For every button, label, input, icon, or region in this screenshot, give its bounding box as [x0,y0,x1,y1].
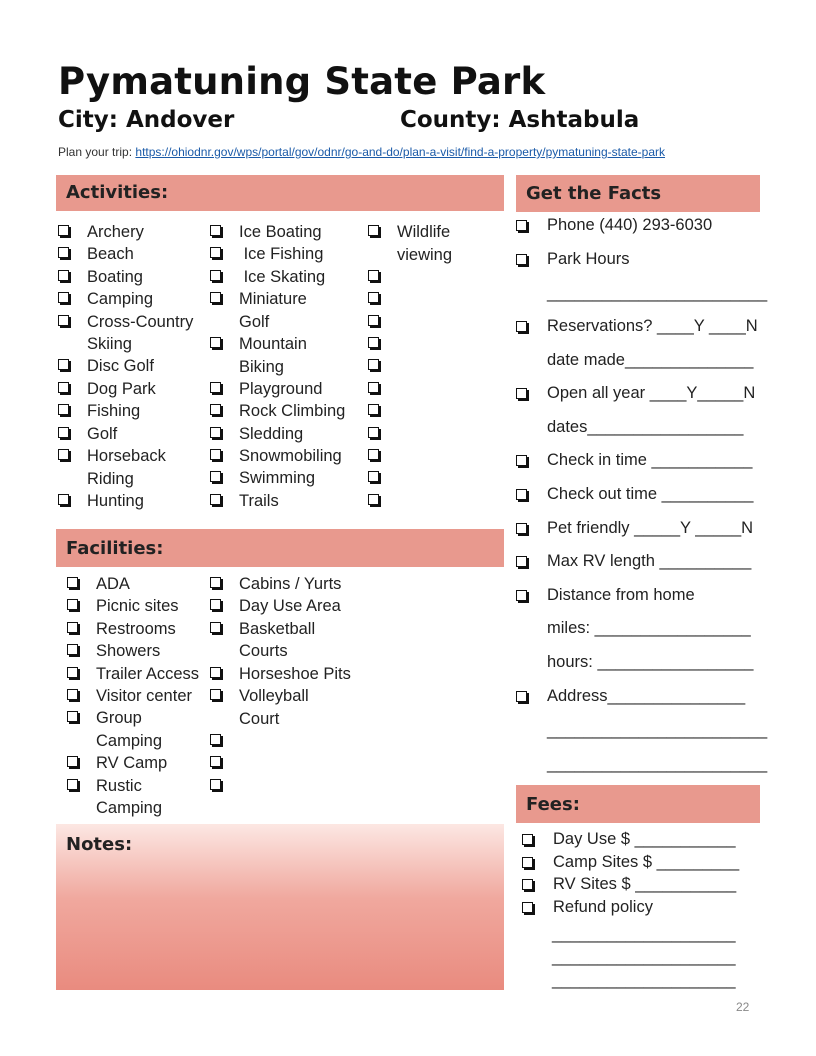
pet-friendly-label: Pet friendly _____Y _____N [547,519,754,537]
checkbox[interactable] [210,756,221,767]
checklist-item-label: ADA [96,575,130,593]
checklist-item-label: Hunting [87,491,144,510]
checklist-item-label: Ice Boating [239,223,322,241]
checklist-item-label: Dog Park [87,379,156,398]
checkbox[interactable] [516,691,527,702]
checklist-item-label: Rock Climbing [239,402,346,421]
checkbox[interactable] [368,494,379,505]
checkbox[interactable] [368,359,379,370]
refund-line-2[interactable]: ____________________ [552,948,736,966]
checklist-item-label: Camping [87,290,154,309]
checkbox[interactable] [67,644,78,655]
checkbox[interactable] [67,599,78,610]
park-hours-line[interactable]: ________________________ [547,284,768,302]
miles-field[interactable]: miles: _________________ [547,619,751,637]
checkbox[interactable] [210,292,221,303]
checkbox[interactable] [210,404,221,415]
checkbox[interactable] [210,599,221,610]
checkbox[interactable] [58,225,69,236]
checkbox[interactable] [210,577,221,588]
checkbox[interactable] [67,756,78,767]
checklist-item-label: Playground [239,379,323,398]
checkbox[interactable] [67,622,78,633]
checkbox[interactable] [58,449,69,460]
checklist-item-label: Archery [87,223,144,241]
checklist-item-label: Volleyball Court [239,687,309,728]
distance-label: Distance from home [547,586,695,604]
checklist-item-label: Ice Fishing [239,245,324,264]
checkbox[interactable] [368,449,379,460]
checklist-item-label: Golf [87,424,118,443]
checkbox[interactable] [516,590,527,601]
checkbox[interactable] [210,449,221,460]
plan-trip-label: Plan your trip: [58,145,133,159]
checkbox[interactable] [210,689,221,700]
checkbox[interactable] [67,689,78,700]
checklist-item-label: Trails [239,491,279,510]
checkbox[interactable] [210,270,221,281]
refund-line-1[interactable]: ____________________ [552,925,736,943]
dates-field[interactable]: dates_________________ [547,418,744,436]
checklist-item-label: Visitor center [96,687,192,705]
checkbox[interactable] [516,220,527,231]
checkbox[interactable] [210,337,221,348]
facilities-heading: Facilities: [66,538,164,559]
facts-header [516,175,760,212]
activities-header [56,175,504,211]
city-label: City: Andover [58,107,235,133]
checkbox[interactable] [58,427,69,438]
checkbox[interactable] [210,471,221,482]
page-title: Pymatuning State Park [58,60,546,103]
facts-heading: Get the Facts [526,183,662,204]
check-in-label: Check in time ___________ [547,451,753,469]
checklist-item-label: Snowmobiling [239,447,342,465]
checklist-item-label: Swimming [239,469,316,488]
date-made-field[interactable]: date made______________ [547,351,754,369]
address-label: Address_______________ [547,687,746,705]
checklist-item-label: Boating [87,267,143,286]
checkbox[interactable] [67,711,78,722]
checkbox[interactable] [368,225,379,236]
day-use-label: Day Use $ ___________ [553,830,736,848]
checkbox[interactable] [368,404,379,415]
activities-heading: Activities: [66,182,169,203]
checkbox[interactable] [210,225,221,236]
checkbox[interactable] [210,779,221,790]
checkbox[interactable] [516,489,527,500]
hours-field[interactable]: hours: _________________ [547,653,754,671]
address-line-2[interactable]: ________________________ [547,755,768,773]
checklist-item-label: Disc Golf [87,357,154,376]
checkbox[interactable] [58,404,69,415]
refund-policy-label: Refund policy [553,898,653,916]
fees-header [516,785,760,823]
checkbox[interactable] [368,382,379,393]
checkbox[interactable] [516,556,527,567]
checkbox[interactable] [522,834,533,845]
address-line-1[interactable]: ________________________ [547,721,768,739]
checklist-item-label: Miniature Golf [239,290,307,331]
checklist-item-label: Horseback Riding [87,447,166,488]
checkbox[interactable] [67,577,78,588]
checkbox[interactable] [210,734,221,745]
checkbox[interactable] [516,254,527,265]
notes-heading: Notes: [66,834,133,855]
checklist-item-label: Showers [96,642,161,661]
checklist-item-label: Restrooms [96,619,176,638]
checkbox[interactable] [522,857,533,868]
checkbox[interactable] [516,388,527,399]
checkbox[interactable] [368,427,379,438]
checklist-item-label: Rustic Camping [96,776,163,818]
checkbox[interactable] [210,247,221,258]
checklist-item-label: Group Camping [96,709,163,750]
checklist-item-label: Wildlife viewing [397,223,453,264]
check-out-label: Check out time __________ [547,485,754,503]
checkbox[interactable] [58,382,69,393]
checklist-item-label: Picnic sites [96,597,179,616]
checkbox[interactable] [67,667,78,678]
checkbox[interactable] [368,270,379,281]
checkbox[interactable] [522,902,533,913]
checkbox[interactable] [58,270,69,281]
checkbox[interactable] [516,523,527,534]
checkbox[interactable] [58,359,69,370]
checklist-item-label: Beach [87,245,134,264]
checklist-item-label: RV Camp [96,754,168,773]
checkbox[interactable] [210,382,221,393]
checkbox[interactable] [58,494,69,505]
checklist-item-label: Cabins / Yurts [239,575,342,593]
checkbox[interactable] [516,455,527,466]
plan-trip-line [58,145,665,159]
checkbox[interactable] [58,315,69,326]
checklist-item-label: Sledding [239,424,304,443]
checklist-item-label: Fishing [87,402,141,421]
phone-label: Phone (440) 293-6030 [547,216,713,234]
reservations-label: Reservations? ____Y ____N [547,317,758,335]
checkbox[interactable] [67,779,78,790]
refund-line-3[interactable]: ____________________ [552,971,736,989]
checkbox[interactable] [58,247,69,258]
checkbox[interactable] [368,292,379,303]
checkbox[interactable] [368,471,379,482]
facilities-header [56,529,504,567]
checklist-item-label: Cross-Country Skiing [87,312,194,354]
checkbox[interactable] [58,292,69,303]
notes-area[interactable] [56,824,504,990]
page-number: 22 [736,1000,750,1014]
checkbox[interactable] [516,321,527,332]
fees-heading: Fees: [526,794,580,815]
checkbox[interactable] [210,622,221,633]
plan-trip-link[interactable]: https://ohiodnr.gov/wps/portal/gov/odnr/go-and-do/plan-a-visit/find-a-property/pymatuning-state-park [135,145,666,159]
checklist-item-label: Basketball Courts [239,619,316,661]
checkbox[interactable] [210,427,221,438]
checklist-item-label: Mountain Biking [239,335,307,376]
checklist-item-label: Horseshoe Pits [239,664,351,683]
max-rv-label: Max RV length __________ [547,552,752,570]
checkbox[interactable] [210,494,221,505]
open-all-year-label: Open all year ____Y_____N [547,384,756,402]
checkbox[interactable] [368,315,379,326]
park-hours-label: Park Hours [547,250,630,268]
rv-sites-label: RV Sites $ ___________ [553,875,737,893]
checklist-item-label: Day Use Area [239,597,341,616]
camp-sites-label: Camp Sites $ _________ [553,853,740,871]
checkbox[interactable] [522,879,533,890]
checklist-item-label: Ice Skating [239,267,326,286]
checkbox[interactable] [210,667,221,678]
checklist-item-label: Trailer Access [96,664,199,683]
county-label: County: Ashtabula [400,107,640,133]
checkbox[interactable] [368,337,379,348]
